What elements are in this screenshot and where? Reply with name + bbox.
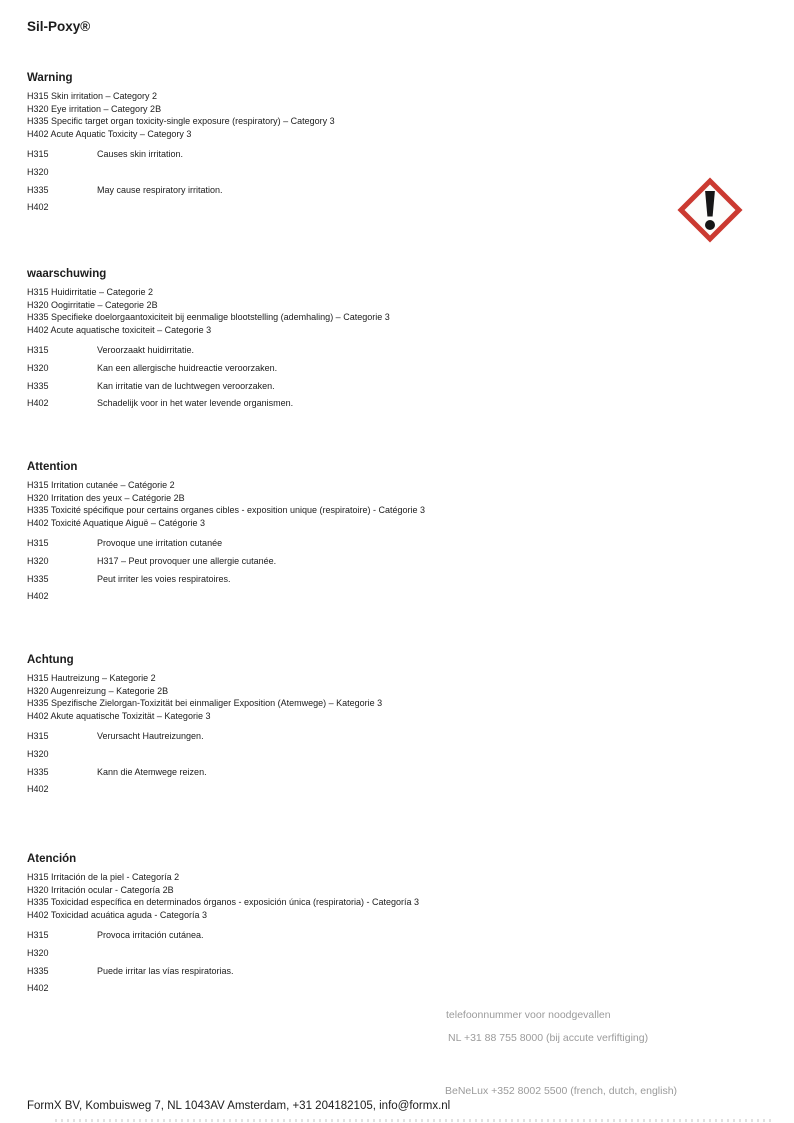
hazard-statement-row [27,749,747,767]
hazard-code: H320 [27,362,49,373]
hazard-code: H402 [27,591,49,602]
hazard-class-line: H402 Acute Aquatic Toxicity – Category 3 [27,128,192,139]
hazard-text: Provoque une irritation cutanée [97,538,223,549]
hazard-class-line: H402 Toxicité Aquatique Aiguë – Catégorie 3 [27,517,205,528]
hazard-text: Veroorzaakt huidirritatie. [97,345,195,356]
section-warning-spanish [27,853,747,1001]
hazard-text: May cause respiratory irritation. [97,184,223,195]
exclamation-bar [704,191,717,217]
hazard-text: Kann die Atemwege reizen. [97,766,207,777]
hazard-statement-row [27,731,747,749]
hazard-class-line: H320 Augenreizung – Kategorie 2B [27,685,169,696]
hazard-statement-list [27,149,747,219]
hazard-statement-row [27,556,747,574]
hazard-statement-list [27,538,747,608]
hazard-class-line: H335 Specific target organ toxicity-single exposure (respiratory) – Category 3 [27,116,335,127]
hazard-class-list [27,90,747,140]
hazard-code: H320 [27,166,49,177]
hazard-class-line: H320 Oogirritatie – Categorie 2B [27,299,158,310]
hazard-statement-list [27,930,747,1000]
hazard-statement-row [27,185,747,203]
hazard-statement-row [27,784,747,802]
section-heading: waarschuwing [27,268,107,280]
hazard-statement-row [27,538,747,556]
hazard-code: H335 [27,766,49,777]
section-warning-french [27,461,747,609]
exclamation-mark-icon [677,177,743,243]
hazard-code: H315 [27,930,49,941]
hazard-code: H335 [27,573,49,584]
emergency-phone-benelux: BeNeLux +352 8002 5500 (french, dutch, english) [445,1085,678,1097]
hazard-class-line: H320 Eye irritation – Category 2B [27,103,162,114]
ghs07-exclamation-pictogram-icon [677,177,743,243]
hazard-code: H402 [27,398,49,409]
hazard-class-line: H335 Specifieke doelorgaantoxiciteit bij eenmalige blootstelling (ademhaling) – Categorie 3 [27,312,390,323]
exclamation-dot [705,220,715,230]
hazard-statement-list [27,731,747,801]
hazard-statement-row [27,398,747,416]
hazard-statement-row [27,363,747,381]
hazard-statement-row [27,345,747,363]
hazard-class-line: H320 Irritation des yeux – Catégorie 2B [27,492,185,503]
hazard-code: H402 [27,784,49,795]
hazard-code: H402 [27,202,49,213]
hazard-statement-row [27,767,747,785]
cropped-text-remnant [55,1119,771,1122]
section-warning-english [27,72,747,220]
hazard-code: H320 [27,748,49,759]
page-title: Sil-Poxy® [27,19,91,35]
hazard-text: H317 – Peut provoquer une allergie cutanée. [97,555,277,566]
hazard-class-line: H320 Irritación ocular - Categoría 2B [27,884,174,895]
hazard-code: H315 [27,149,49,160]
hazard-code: H335 [27,380,49,391]
hazard-class-line: H402 Acute aquatische toxiciteit – Categorie 3 [27,324,212,335]
hazard-statement-row [27,202,747,220]
hazard-class-line: H315 Hautreizung – Kategorie 2 [27,673,156,683]
hazard-class-line: H315 Skin irritation – Category 2 [27,91,158,101]
hazard-statement-row [27,591,747,609]
hazard-class-line: H335 Toxicidad específica en determinados órganos - exposición única (respiratoria) - Categoría 3 [27,897,420,908]
hazard-text: Puede irritar las vías respiratorias. [97,965,234,976]
hazard-text: Verursacht Hautreizungen. [97,731,204,742]
hazard-text: Kan een allergische huidreactie veroorzaken. [97,362,278,373]
hazard-statement-row [27,930,747,948]
hazard-code: H335 [27,965,49,976]
hazard-code: H315 [27,538,49,549]
hazard-class-list [27,871,747,921]
hazard-statement-row [27,983,747,1001]
hazard-text: Schadelijk voor in het water levende organismen. [97,398,294,409]
hazard-code: H402 [27,983,49,994]
emergency-phone-nl: NL +31 88 755 8000 (bij accute verfiftiging) [448,1032,649,1044]
hazard-statement-row [27,574,747,592]
hazard-code: H320 [27,555,49,566]
hazard-class-list [27,479,747,529]
hazard-class-line: H402 Akute aquatische Toxizität – Kategorie 3 [27,710,211,721]
section-warning-dutch [27,268,747,416]
company-address-line: FormX BV, Kombuisweg 7, NL 1043AV Amsterdam, +31 204182105, info@formx.nl [27,1100,451,1112]
hazard-code: H320 [27,947,49,958]
hazard-statement-row [27,167,747,185]
hazard-class-line: H402 Toxicidad acuática aguda - Categoría 3 [27,909,207,920]
section-heading: Attention [27,461,78,473]
hazard-statement-row [27,966,747,984]
hazard-class-list [27,286,747,336]
hazard-code: H315 [27,731,49,742]
hazard-text: Kan irritatie van de luchtwegen veroorzaken. [97,380,275,391]
hazard-class-line: H315 Irritación de la piel - Categoría 2 [27,872,180,882]
hazard-text: Provoca irritación cutánea. [97,930,204,941]
section-warning-german [27,654,747,802]
hazard-code: H315 [27,345,49,356]
section-heading: Achtung [27,654,74,666]
hazard-class-line: H315 Irritation cutanée – Catégorie 2 [27,480,175,490]
hazard-text: Peut irriter les voies respiratoires. [97,573,231,584]
hazard-statement-list [27,345,747,415]
hazard-class-line: H335 Toxicité spécifique pour certains organes cibles - exposition unique (respiratoire) - Catégorie 3 [27,505,426,516]
hazard-text: Causes skin irritation. [97,149,184,160]
hazard-statement-row [27,381,747,399]
hazard-code: H335 [27,184,49,195]
emergency-phone-label: telefoonnummer voor noodgevallen [446,1009,611,1021]
hazard-class-line: H315 Huidirritatie – Categorie 2 [27,287,154,297]
hazard-statement-row [27,948,747,966]
section-heading: Warning [27,72,73,84]
hazard-class-line: H335 Spezifische Zielorgan-Toxizität bei einmaliger Exposition (Atemwege) – Kategorie 3 [27,698,383,709]
section-heading: Atención [27,853,77,865]
hazard-class-list [27,672,747,722]
hazard-statement-row [27,149,747,167]
